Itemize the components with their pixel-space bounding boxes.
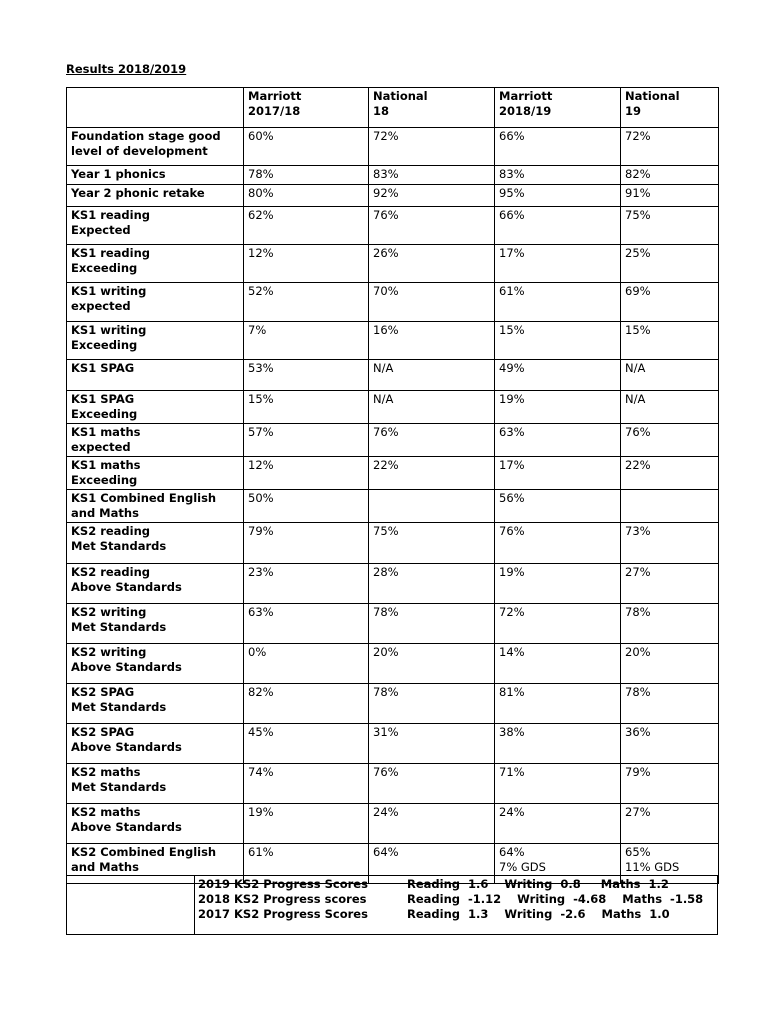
table-cell [369,128,495,166]
table-cell [621,764,719,804]
table-cell-text: 76% [625,425,651,439]
table-cell [369,684,495,724]
row-label [67,360,244,391]
table-cell-text: 65% 11% GDS [625,845,680,874]
table-cell-text: 28% [373,565,399,579]
table-cell-text: 60% [248,129,274,143]
table-cell-text: 95% [499,186,525,200]
table-cell [495,523,621,564]
table-cell [495,424,621,457]
table-cell [495,283,621,322]
row-label [67,322,244,360]
table-cell [621,490,719,523]
table-cell-text: N/A [373,361,394,375]
table-cell [495,207,621,245]
table-cell-text: 76% [499,524,525,538]
table-cell-text: 75% [625,208,651,222]
row-label-text: KS1 writing expected [71,284,147,313]
table-cell [244,207,369,245]
row-label [67,245,244,283]
table-cell [621,684,719,724]
table-row [67,391,719,424]
table-cell [495,490,621,523]
row-label-text: KS2 maths Above Standards [71,805,182,834]
table-cell-text: 73% [625,524,651,538]
table-cell-text: 31% [373,725,399,739]
table-cell-text: 78% [248,167,274,181]
row-label [67,128,244,166]
progress-scores-text: Reading -1.12 Writing -4.68 Maths -1.58 [407,892,704,906]
table-cell [244,644,369,684]
table-cell [495,564,621,604]
progress-year-label: 2017 KS2 Progress Scores [198,907,368,921]
table-cell-text: 79% [248,524,274,538]
table-cell [369,604,495,644]
column-header-text: Marriott 2017/18 [248,89,302,118]
table-cell-text: N/A [625,361,646,375]
table-cell-text: 61% [248,845,274,859]
table-cell-text: 78% [373,685,399,699]
table-cell [621,457,719,490]
row-label-text: Year 1 phonics [71,167,166,181]
table-row [67,166,719,185]
table-cell [621,360,719,391]
column-header [369,88,495,128]
table-cell-text: 16% [373,323,399,337]
table-cell [495,604,621,644]
table-cell-text: 14% [499,645,525,659]
column-header-text: National 19 [625,89,680,118]
table-cell [244,245,369,283]
table-cell-text: 66% [499,129,525,143]
table-cell [369,424,495,457]
table-cell-text: 79% [625,765,651,779]
row-label-text: KS1 SPAG [71,361,135,375]
table-cell [495,360,621,391]
row-label [67,724,244,764]
table-cell [369,457,495,490]
table-cell [244,283,369,322]
table-row [67,207,719,245]
table-cell [369,283,495,322]
table-cell [369,644,495,684]
table-cell [621,604,719,644]
table-row [67,322,719,360]
table-cell [495,166,621,185]
table-cell-text: 71% [499,765,525,779]
table-cell [369,322,495,360]
table-cell [369,185,495,207]
table-cell-text: 81% [499,685,525,699]
table-cell-text: 91% [625,186,651,200]
table-row [67,128,719,166]
table-cell [495,185,621,207]
table-cell [621,564,719,604]
table-cell-text: 20% [373,645,399,659]
row-label [67,490,244,523]
table-cell [369,764,495,804]
row-label [67,185,244,207]
row-label-text: KS2 SPAG Met Standards [71,685,167,714]
row-label [67,523,244,564]
table-cell-text: 23% [248,565,274,579]
table-cell-text: 76% [373,765,399,779]
table-cell [369,207,495,245]
table-row [67,724,719,764]
table-cell [244,457,369,490]
row-label-text: Foundation stage good level of development [71,129,221,158]
table-cell-text: 12% [248,458,274,472]
table-cell-text: 15% [499,323,525,337]
results-table [66,87,719,884]
table-cell-text: 57% [248,425,274,439]
table-cell [244,764,369,804]
table-row [67,360,719,391]
row-label-text: KS1 SPAG Exceeding [71,392,138,421]
column-header [244,88,369,128]
row-label-text: KS2 maths Met Standards [71,765,167,794]
table-cell [621,283,719,322]
table-cell [244,185,369,207]
table-cell [369,490,495,523]
row-label-text: Year 2 phonic retake [71,186,205,200]
table-cell [244,166,369,185]
table-cell [244,804,369,844]
table-cell [621,804,719,844]
table-cell-text: 78% [373,605,399,619]
table-cell [621,391,719,424]
column-header [67,88,244,128]
table-row [67,684,719,724]
table-cell [495,724,621,764]
table-cell [369,804,495,844]
table-cell [621,166,719,185]
table-row [67,644,719,684]
table-cell-text: 0% [248,645,267,659]
table-row [67,604,719,644]
row-label-text: KS2 reading Met Standards [71,524,167,553]
table-cell-text: 78% [625,685,651,699]
row-label-text: KS1 writing Exceeding [71,323,147,352]
table-cell [369,166,495,185]
column-header-text: Marriott 2018/19 [499,89,553,118]
table-cell [369,245,495,283]
table-cell-text: 12% [248,246,274,260]
table-cell [495,128,621,166]
row-label-text: KS1 reading Expected [71,208,151,237]
table-cell-text: 82% [248,685,274,699]
progress-divider [194,876,195,934]
table-cell-text: 36% [625,725,651,739]
row-label [67,644,244,684]
table-cell-text: 72% [625,129,651,143]
table-cell-text: 20% [625,645,651,659]
table-cell-text: 24% [499,805,525,819]
row-label [67,684,244,724]
progress-year-label: 2018 KS2 Progress scores [198,892,367,906]
header-row [67,88,719,128]
table-cell [495,804,621,844]
row-label [67,764,244,804]
table-cell-text: 19% [248,805,274,819]
column-header-text: National 18 [373,89,428,118]
table-cell-text: 74% [248,765,274,779]
table-cell [621,644,719,684]
table-cell [495,322,621,360]
progress-scores-box [66,875,718,935]
table-cell-text: 27% [625,565,651,579]
row-label-text: KS2 SPAG Above Standards [71,725,182,754]
row-label-text: KS1 maths expected [71,425,141,454]
table-cell-text: 53% [248,361,274,375]
table-cell [621,245,719,283]
table-cell [369,564,495,604]
row-label [67,604,244,644]
table-cell-text: 69% [625,284,651,298]
table-cell-text: N/A [373,392,394,406]
table-cell-text: 15% [248,392,274,406]
table-cell-text: 83% [373,167,399,181]
progress-scores-text: Reading 1.6 Writing 0.8 Maths 1.2 [407,877,669,891]
table-row [67,564,719,604]
table-cell [244,724,369,764]
table-cell-text: 15% [625,323,651,337]
table-cell-text: 7% [248,323,267,337]
table-cell-text: 22% [625,458,651,472]
row-label-text: KS2 reading Above Standards [71,565,182,594]
table-cell [495,684,621,724]
table-cell [495,644,621,684]
table-cell-text: 56% [499,491,525,505]
table-cell-text: 70% [373,284,399,298]
column-header [621,88,719,128]
table-cell-text: 63% [499,425,525,439]
table-cell-text: 24% [373,805,399,819]
table-cell [244,128,369,166]
row-label-text: KS2 Combined English and Maths [71,845,217,874]
table-cell [244,322,369,360]
table-cell-text: 49% [499,361,525,375]
row-label-text: KS1 maths Exceeding [71,458,141,487]
row-label [67,424,244,457]
table-cell [621,322,719,360]
table-cell-text: 17% [499,458,525,472]
table-cell-text: 17% [499,246,525,260]
table-cell-text: 19% [499,392,525,406]
table-cell [621,207,719,245]
table-cell-text: 75% [373,524,399,538]
table-row [67,523,719,564]
table-cell [369,523,495,564]
table-row [67,764,719,804]
table-row [67,490,719,523]
table-cell [495,457,621,490]
row-label-text: KS1 Combined English and Maths [71,491,217,520]
table-cell-text: 50% [248,491,274,505]
table-cell-text: 52% [248,284,274,298]
table-cell-text: 80% [248,186,274,200]
table-cell [244,564,369,604]
row-label-text: KS1 reading Exceeding [71,246,151,275]
table-cell [621,523,719,564]
table-cell [244,684,369,724]
progress-year-label: 2019 KS2 Progress Scores [198,877,368,891]
table-cell-text: 61% [499,284,525,298]
table-row [67,283,719,322]
table-cell [244,391,369,424]
table-cell-text: 22% [373,458,399,472]
table-cell-text: 25% [625,246,651,260]
table-cell-text: 64% [373,845,399,859]
table-cell [244,523,369,564]
row-label [67,166,244,185]
table-cell-text: 38% [499,725,525,739]
table-cell [621,185,719,207]
row-label [67,283,244,322]
table-row [67,245,719,283]
row-label [67,207,244,245]
table-cell [244,490,369,523]
row-label [67,391,244,424]
table-cell-text: 63% [248,605,274,619]
row-label [67,564,244,604]
table-row [67,804,719,844]
table-cell [495,391,621,424]
table-cell-text: 62% [248,208,274,222]
table-cell-text: 66% [499,208,525,222]
table-cell [621,424,719,457]
table-cell [244,424,369,457]
row-label-text: KS2 writing Above Standards [71,645,182,674]
column-header [495,88,621,128]
table-cell-text: 27% [625,805,651,819]
table-cell [369,391,495,424]
table-cell-text: 45% [248,725,274,739]
row-label [67,804,244,844]
table-cell [621,128,719,166]
table-cell [369,360,495,391]
table-row [67,457,719,490]
table-cell-text: 83% [499,167,525,181]
table-cell-text: 26% [373,246,399,260]
table-row [67,185,719,207]
table-cell-text: 64% 7% GDS [499,845,546,874]
table-cell-text: 72% [499,605,525,619]
table-cell [495,764,621,804]
table-row [67,424,719,457]
table-cell-text: 19% [499,565,525,579]
table-cell-text: 76% [373,208,399,222]
row-label-text: KS2 writing Met Standards [71,605,167,634]
table-cell-text: 92% [373,186,399,200]
progress-scores-text: Reading 1.3 Writing -2.6 Maths 1.0 [407,907,670,921]
table-cell-text: 76% [373,425,399,439]
page-title: Results 2018/2019 [66,62,187,76]
table-cell-text: 82% [625,167,651,181]
table-cell [621,724,719,764]
table-cell [495,245,621,283]
table-cell-text: N/A [625,392,646,406]
table-cell [244,604,369,644]
table-cell [244,360,369,391]
row-label [67,457,244,490]
table-cell-text: 72% [373,129,399,143]
table-cell [369,724,495,764]
table-cell-text: 78% [625,605,651,619]
